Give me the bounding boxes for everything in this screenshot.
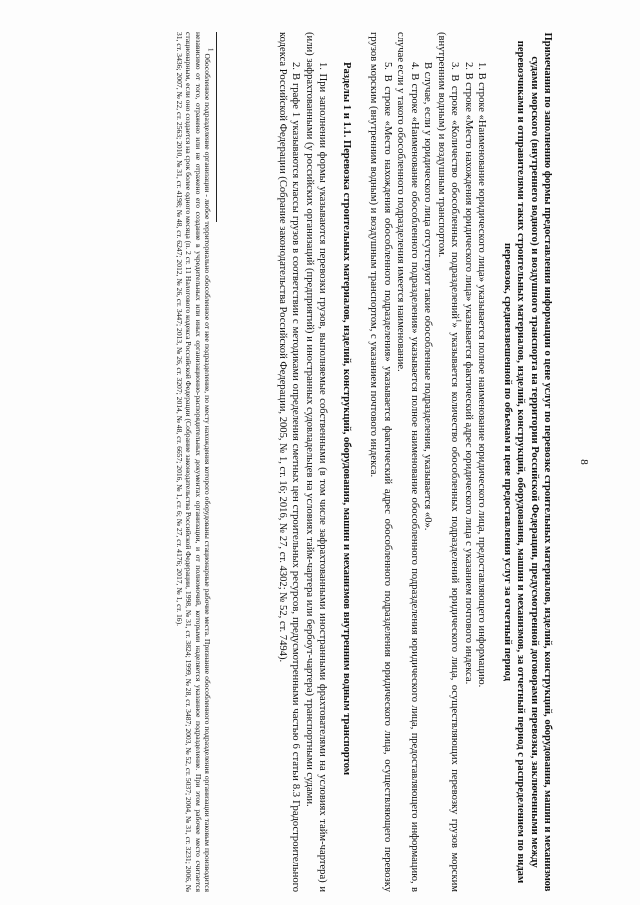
footnote-reference: 1 [455,318,464,323]
notes-heading: Примечания по заполнению формы предоставления информации о цене услуг по перевозке строительных материалов, изделий, конструкций, оборудования, машин и механизмов судами морского (внутреннего водного) и воздушного транспорта на территории Российской Федерации, предусмотренной договорами перевозки, заключенными между перевозчиками и отправителями таких строительных материалов, изделий, конструкций, оборудования, машин и механизмов, за отчетный период с распределением по видам перевозок, средневзвешенной по объемам и цене предоставления услуг за отчетный период [502,32,554,892]
note-3-start: 3. В строке «Количество обособленных подразделений [449,62,461,319]
note-3-end: » указывается количество обособленных подразделений юридического лица, осуществляющих перевозку грузов морским (внутренним водным) и воздушным транспортом. [436,32,461,892]
note-5: 5. В строке «Место нахождения обособленного подразделения» указывается фактический адрес обособленного подразделения юридического лица, осуществляющего перевозку грузов морским (внутренним водным) и воздушным транспортом, с указанием почтового индекса. [368,32,393,892]
section-title: Разделы 1 и 1.1. Перевозка строительных материалов, изделий, конструкций, оборудования, машин и механизмов внутренним водным транспортом [341,62,352,776]
page-number: 8 [578,459,590,465]
section-paragraph-2: 2. В графе 1 указываются классы грузов в соответствии с методиками определения сметных цен строительных ресурсов, предусмотренными частью 6 статьи 8.3 Градостроительного кодекса Российской Федерации (Собрание законодательства Российской Федерации, 2005, № 1, ст. 16; 2016, № 27, ст. 4302; № 52, ст. 7494). [277,32,302,892]
note-2: 2. В строке «Место нахождения юридического лица» указывается фактический адрес юридического лица с указанием почтового индекса. [463,62,474,685]
section-paragraph-1: 1. При заполнении формы указываются перевозки грузов, выполняемые собственными (в том числе зафрахтованными иностранными фрахтователями на условиях тайм-чартера) и (или) зафрахтованными (у российских организаций (предприятий) и иностранных судовладельцев на условиях тайм-чартера или бербоут-чартера) транспортными судами. [304,32,329,892]
rotated-page-content [50,32,590,892]
note-4: 4. В строке «Наименование обособленного подразделения» указывается полное наименование обособленного подразделения юридического лица, предоставляющего информацию, в случае если у такого обособленного подразделения имеется наименование. [395,32,420,892]
footnote [174,32,216,892]
note-1: 1. В строке «Наименование юридического лица» указывается полное наименование юридического лица, предоставляющего информацию. [476,62,488,688]
footnote-divider [217,32,218,222]
footnote-text: Обособленное подразделение организации - любое территориально обособленное от нее подразделение, по месту нахождения которого оборудованы стационарные рабочие места. Признание обособленного подразделения организации таковым производится независимо от того, отражено или не отражено его создание в учредительных или иных организационно-распорядительных документах организации, и от полномочий, которыми наделяется указанное подразделение. При этом рабочее место считается стационарным, если оно создается на срок более одного месяца (п. 2 ст. 11 Налогового кодекса Российской Федерации (Собрание законодательства Российской Федерации, 1998, № 31, ст. 3824; 1999, № 28, ст. 3487; 2003, № 52, ст. 5037; 2004, № 31, ст. 3231; 2006, № 31, ст. 3436; 2007, № 22, ст. 2563; 2010, № 31, ст. 4198; № 48, ст. 6247; 2012, № 26, ст. 3447; 2013, № 26, ст. 3207; 2014, № 48, ст. 6657; 2016, № 1, ст. 6; № 27, ст. 4176; 2017, № 1, ст. 16). [174,32,213,892]
footnote-marker: 1 [207,48,216,52]
note-3-zero-case: В случае, если у юридического лица отсутствуют такие обособленные подразделения, указывается «0». [422,62,434,531]
note-3 [435,32,462,892]
